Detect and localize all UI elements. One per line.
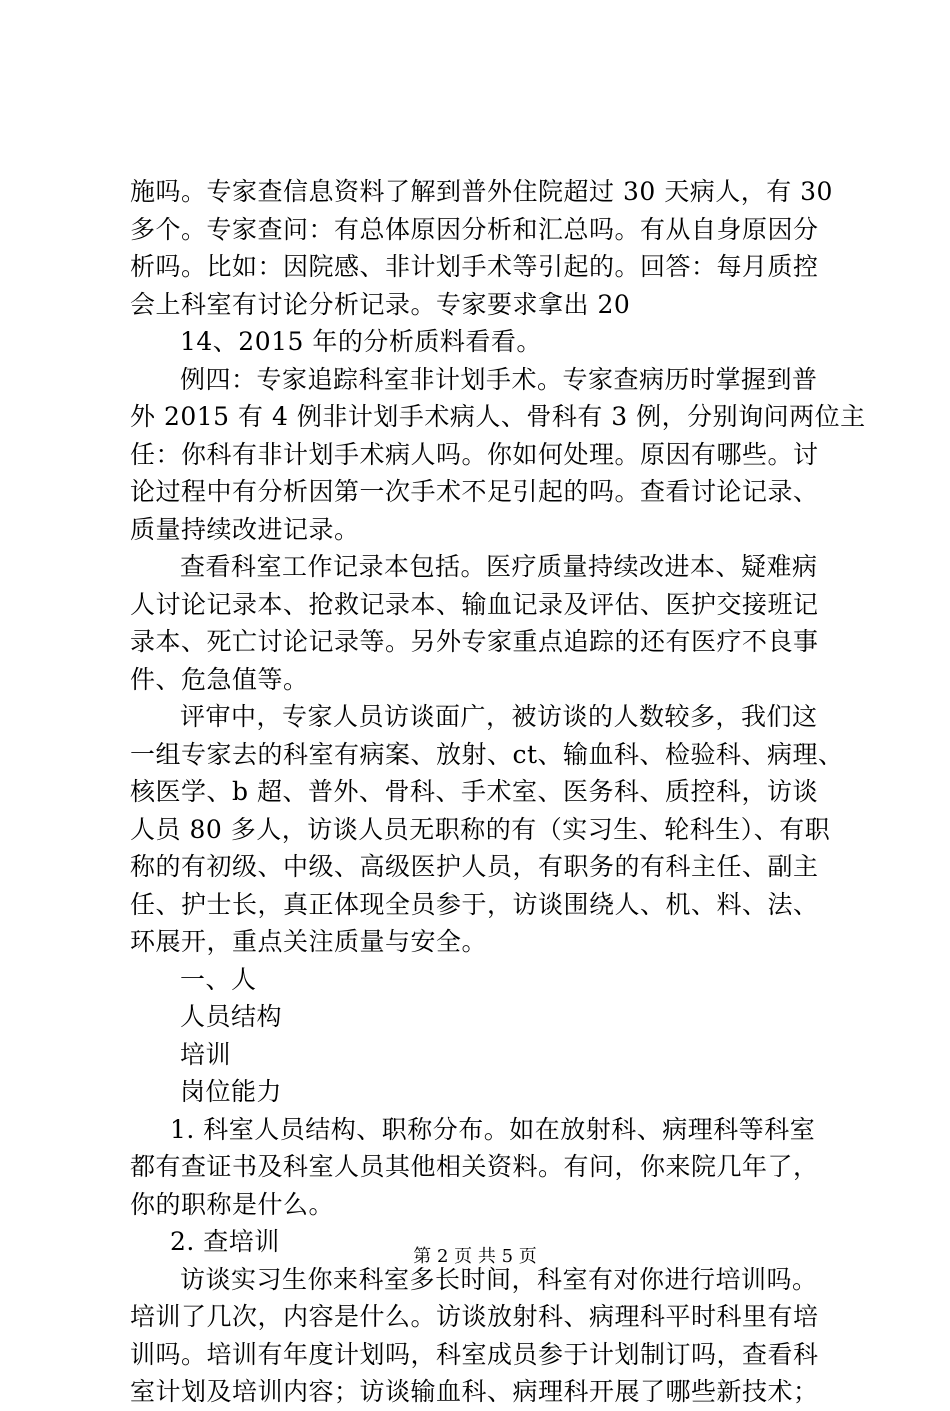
text-line: 评审中，专家人员访谈面广，被访谈的人数较多，我们这 (180, 702, 818, 731)
text-line: 培训 (180, 1039, 232, 1069)
text-line: 录本、死亡讨论记录等。另外专家重点追踪的还有医疗不良事 (130, 627, 819, 656)
text-line: 人讨论记录本、抢救记录本、输血记录及评估、医护交接班记 (130, 589, 819, 619)
text-line: 析吗。比如：因院感、非计划手术等引起的。回答：每月质控 (130, 252, 819, 281)
text-line: 人员结构 (180, 1002, 283, 1031)
text-line: 查看科室工作记录本包括。医疗质量持续改进本、疑难病 (180, 552, 818, 581)
text-line: 施吗。专家查信息资料了解到普外住院超过 30 天病人，有 30 (130, 177, 833, 206)
text-line: 任、护士长，真正体现全员参于，访谈围绕人、机、料、法、 (130, 889, 819, 919)
text-line: 一组专家去的科室有病案、放射、ct、输血科、检验科、病理、 (130, 739, 844, 769)
text-line: 访谈实习生你来科室多长时间，科室有对你进行培训吗。 (180, 1264, 818, 1294)
text-line: 任：你科有非计划手术病人吗。你如何处理。原因有哪些。讨 (130, 439, 819, 469)
text-line: 称的有初级、中级、高级医护人员，有职务的有科主任、副主 (130, 852, 819, 881)
text-line: 14、2015 年的分析质料看看。 (180, 327, 542, 356)
text-line: 会上科室有讨论分析记录。专家要求拿出 20 (130, 289, 631, 319)
text-line: 环展开，重点关注质量与安全。 (130, 927, 488, 956)
text-line: 1. 科室人员结构、职称分布。如在放射科、病理科等科室 (170, 1114, 816, 1144)
text-line: 室计划及培训内容；访谈输血科、病理科开展了哪些新技术； (130, 1377, 819, 1406)
text-line: 一、人 (180, 964, 257, 994)
text-line: 都有查证书及科室人员其他相关资料。有问，你来院几年了， (130, 1152, 819, 1181)
page-footer: 第 2 页 共 5 页 (413, 1246, 537, 1267)
text-line: 训吗。培训有年度计划吗，科室成员参于计划制订吗，查看科 (130, 1339, 819, 1369)
text-line: 多个。专家查问：有总体原因分析和汇总吗。有从自身原因分 (130, 214, 819, 244)
text-line: 2. 查培训 (170, 1227, 280, 1256)
text-line: 岗位能力 (180, 1077, 283, 1106)
text-line: 件、危急值等。 (130, 664, 309, 694)
text-line: 培训了几次，内容是什么。访谈放射科、病理科平时科里有培 (130, 1302, 819, 1331)
text-line: 质量持续改进记录。 (130, 514, 360, 544)
text-line: 外 2015 有 4 例非计划手术病人、骨科有 3 例，分别询问两位主 (130, 402, 866, 431)
text-line: 你的职称是什么。 (130, 1189, 335, 1219)
text-line: 人员 80 多人，访谈人员无职称的有（实习生、轮科生）、有职 (130, 814, 831, 844)
text-line: 论过程中有分析因第一次手术不足引起的吗。查看讨论记录、 (130, 477, 819, 506)
text-line: 例四：专家追踪科室非计划手术。专家查病历时掌握到普 (180, 364, 818, 394)
text-line: 核医学、b 超、普外、骨科、手术室、医务科、质控科，访谈 (130, 777, 818, 806)
document-body (130, 173, 866, 1411)
